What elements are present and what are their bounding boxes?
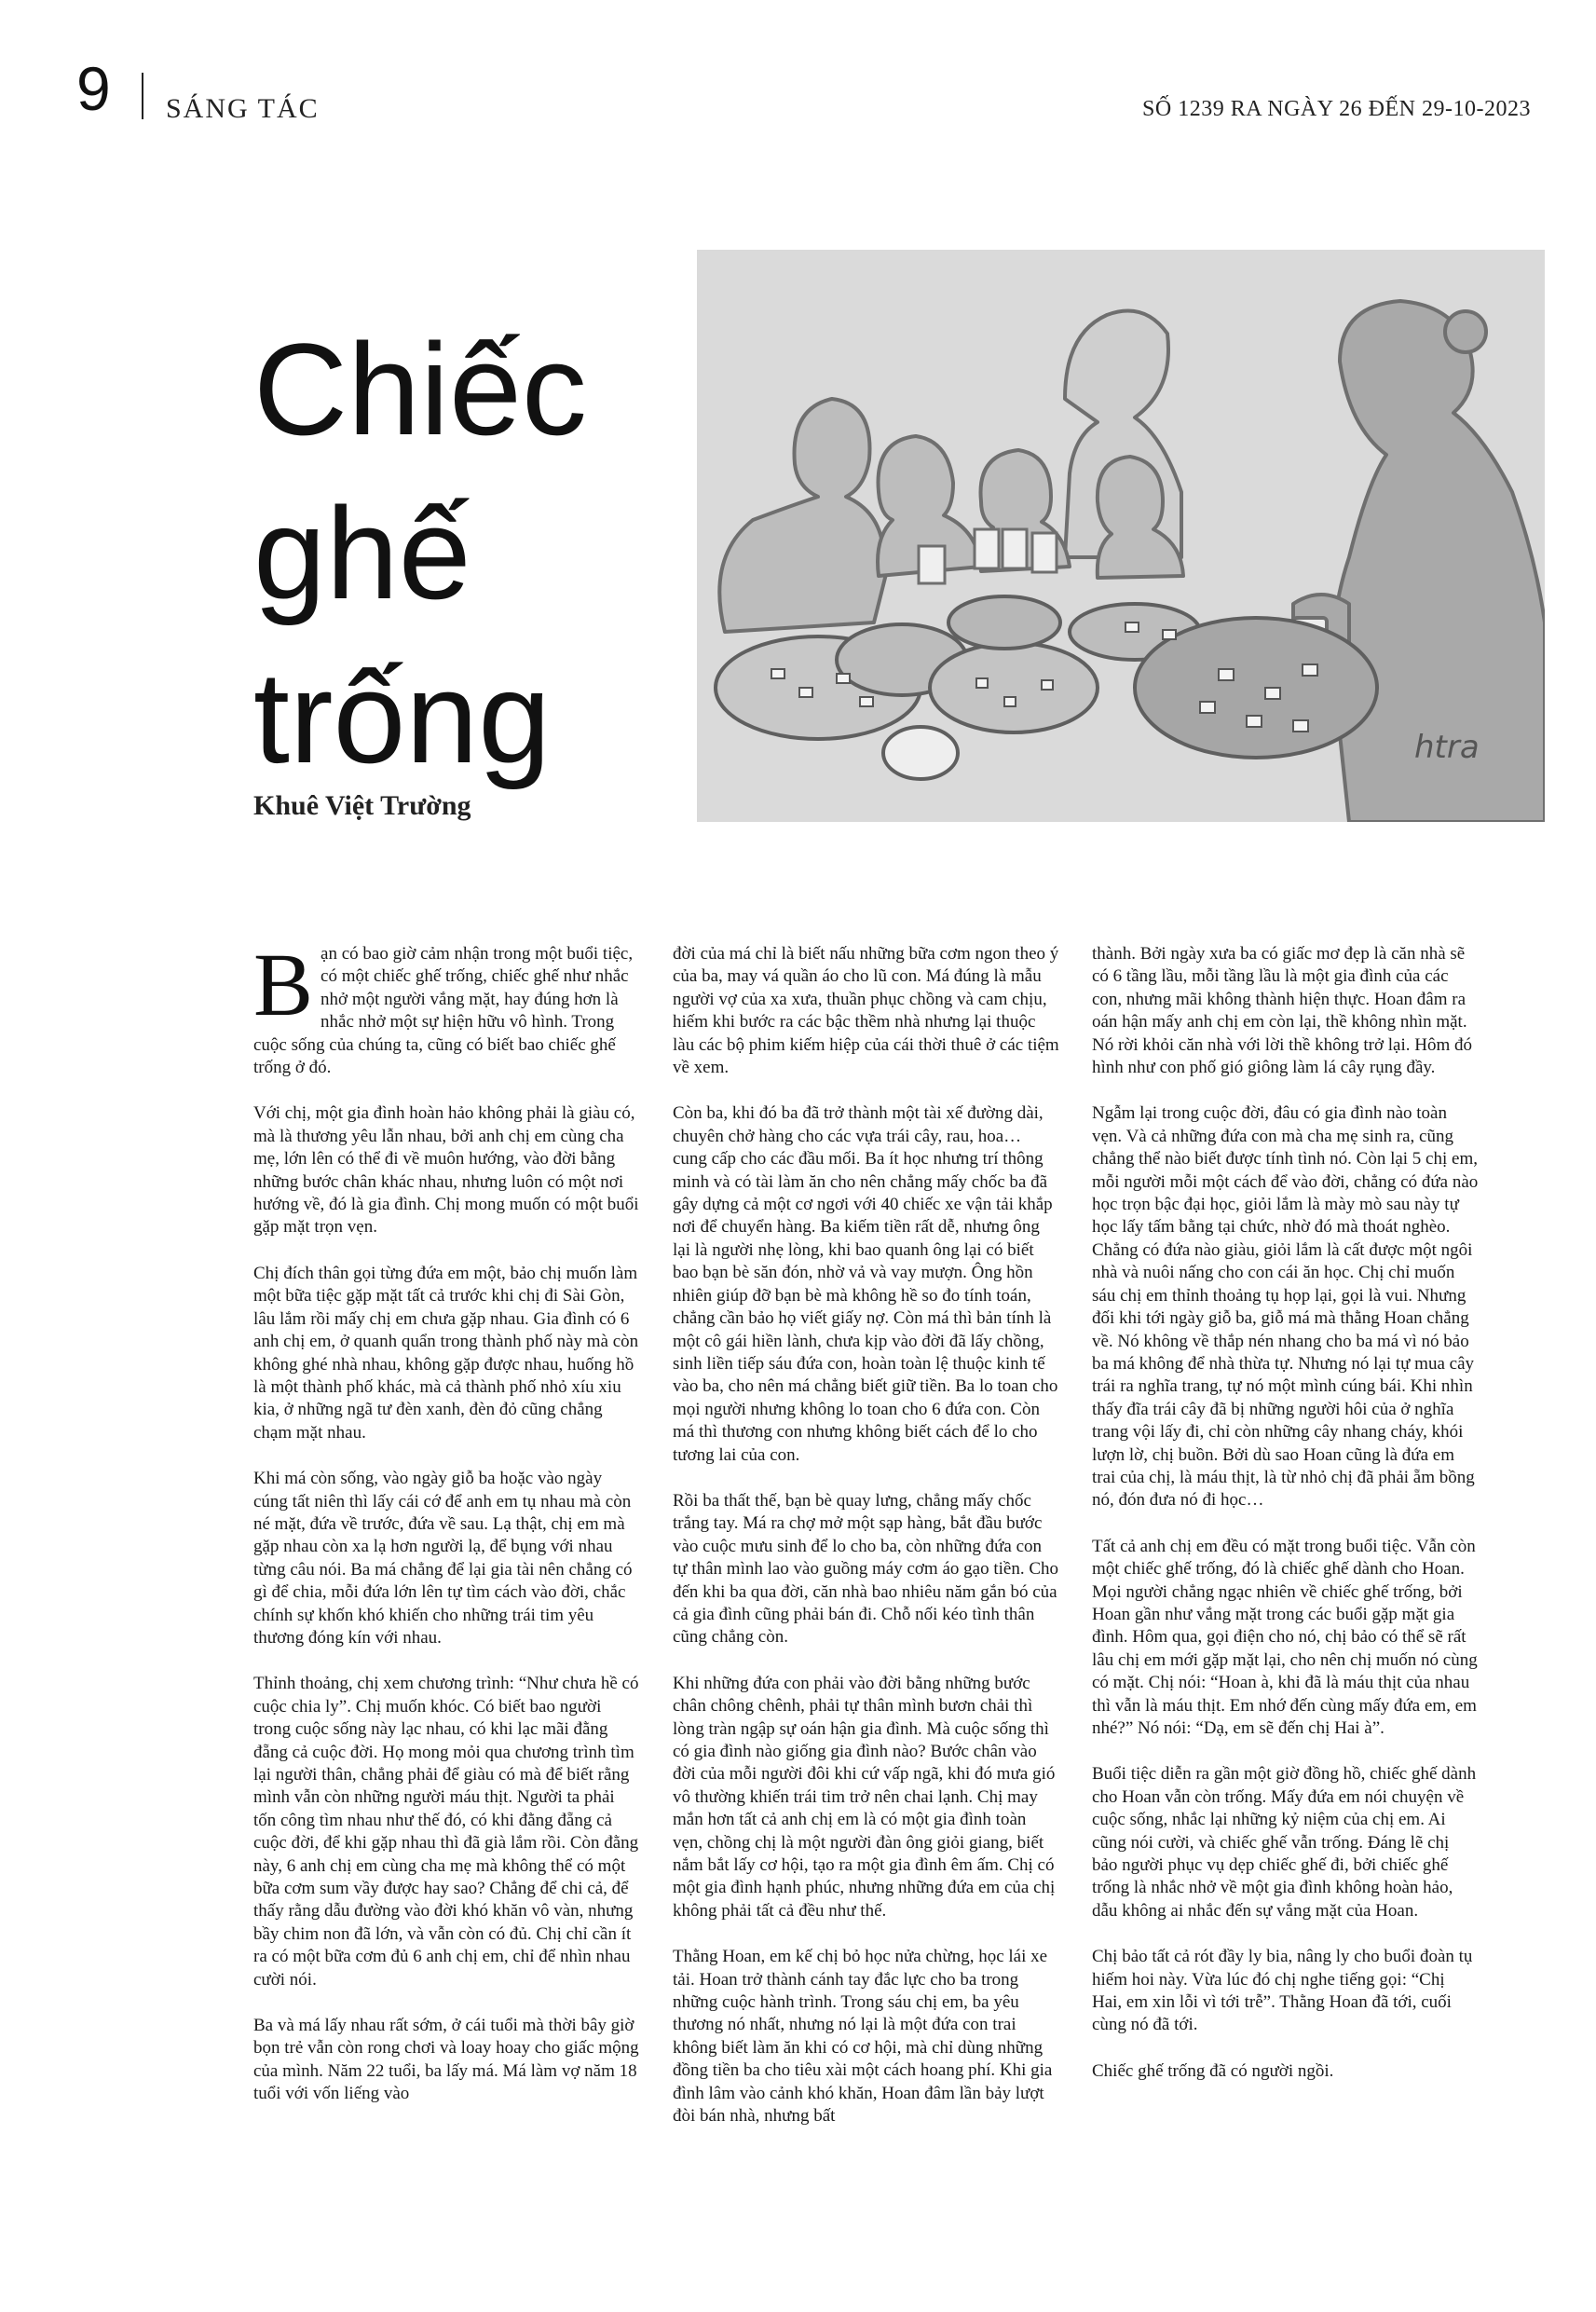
paragraph: Ba và má lấy nhau rất sớm, ở cái tuổi mà thời bây giờ bọn trẻ vẫn còn rong chơi và loay hoay cho giấc mộng của mình. Năm 22 tuổi, ba lấy má. Má làm vợ năm 18 tuổi với vốn liếng vào (253, 2016, 639, 2104)
article-column-1 (253, 935, 640, 2129)
paragraph: Với chị, một gia đình hoàn hảo không phải là giàu có, mà là thương yêu lẫn nhau, bởi anh chị em cùng cha mẹ, lớn lên có thể đi về muôn hướng, vào đời bằng những bước chân khác nhau, nhưng luôn có một nơi hướng về, đó là gia đình. Chị mong muốn có một buổi gặp mặt trọn vẹn. (253, 1103, 639, 1238)
title-line: ghế (253, 480, 471, 626)
title-line: Chiếc (253, 316, 587, 462)
article-title (253, 308, 691, 800)
paragraph (253, 935, 640, 1079)
paragraph-text: ạn có bao giờ cảm nhận trong một buổi tiệc, có một chiếc ghế trống, chiếc ghế như nhắc nhở một người vắng mặt, hay đúng hơn là nhắc nhở một sự hiện hữu vô hình. Trong cuộc sống của chúng ta, cũng có biết bao chiếc ghế trống ở đó. (253, 944, 634, 1078)
page-header (0, 0, 1596, 140)
drop-cap: B (253, 935, 314, 1034)
paragraph: Ngẫm lại trong cuộc đời, đâu có gia đình nào toàn vẹn. Và cả những đứa con mà cha mẹ sinh ra, cũng chẳng thể nào biết được tính tình nó. Còn lại 5 chị em, mỗi người mỗi một cách để vào đời, chẳng có đứa nào học trọn bậc đại học, giỏi lắm là mày mò sau này tự học lấy tấm bằng tại chức, nhờ đó mà thoát nghèo. Chẳng có đứa nào giàu, giỏi lắm là cất được một ngôi nhà và nuôi nấng cho con cái ăn học. Chị chỉ muốn sáu chị em thỉnh thoảng tụ họp lại, gọi là vui. Nhưng đối khi tới ngày giỗ ba, giỗ má mà thằng Hoan chẳng về. Nó không về thắp nén nhang cho ba má vì nó bảo ba má không để nhà thừa tự. Nhưng nó lại tự mua cây trái ra nghĩa trang, tự nó một mình cúng bái. Khi nhìn thấy đĩa trái cây đã bị những người hôi của ở nghĩa trang vội lấy đi, chỉ còn những cây nhang cháy, khói lượn lờ, chị buồn. Bởi dù sao Hoan cũng là đứa em trai của chị, là máu thịt, là từ nhỏ chị đã phải ẵm bồng nó, đón đưa nó đi học… (1092, 1103, 1479, 1511)
paragraph: Còn ba, khi đó ba đã trở thành một tài xế đường dài, chuyên chở hàng cho các vựa trái cây, rau, hoa… cung cấp cho các đầu mối. Ba ít học nhưng trí thông minh và có tài làm ăn cho nên chẳng mấy chốc ba đã gây dựng cả một cơ ngơi với 40 chiếc xe vận tải khắp nơi để chuyển hàng. Ba kiếm tiền rất dễ, nhưng ông lại là người nhẹ lòng, khi bao quanh ông lại có biết bao bạn bè săn đón, nhờ vả và vay mượn. Ông hồn nhiên giúp đỡ bạn bè mà không hề so đo tính toán, chẳng cần bảo họ viết giấy nợ. Còn má thì bản tính là một cô gái hiền lành, chưa kịp vào đời đã lấy chồng, sinh liền tiếp sáu đứa con, hoàn toàn lệ thuộc kinh tế vào ba, cho nên má chẳng biết giữ tiền. Ba lo toan cho mọi người nhưng không lo toan cho 6 đứa con. Còn má thì thương con nhưng không biết cách để lo cho tương lai của con. (673, 1103, 1058, 1465)
paragraph: thành. Bởi ngày xưa ba có giấc mơ đẹp là căn nhà sẽ có 6 tầng lầu, mỗi tầng lầu là một gia đình của các con, nhưng mãi không thành hiện thực. Hoan đâm ra oán hận mấy anh chị em còn lại, thề không nhìn mặt. Nó rời khỏi căn nhà với lời thề không trở lại. Hôm đó hình như con phố gió giông làm lá cây rụng đầy. (1092, 944, 1472, 1078)
paragraph: Khi những đứa con phải vào đời bằng những bước chân chông chênh, phải tự thân mình bươn chải thì lòng tràn ngập sự oán hận gia đình. Mà cuộc sống thì có gia đình nào giống gia đình nào? Bước chân vào đời của mỗi người đôi khi cứ vấp ngã, khi đó mưa gió vô thường khiến trái tim trở nên chai lạnh. Chị may mắn hơn tất cả anh chị em là có một gia đình toàn vẹn, chồng chị là một người đàn ông giỏi giang, biết nắm bắt lấy cơ hội, tạo ra một gia đình êm ấm. Chị có một gia đình hạnh phúc, nhưng những đứa em của chị không phải tất cả đều như thế. (673, 1673, 1056, 1921)
paragraph: Khi má còn sống, vào ngày giỗ ba hoặc vào ngày cúng tất niên thì lấy cái cớ để anh em tụ nhau mà còn né mặt, đứa về trước, đứa về sau. Lạ thật, chị em mà gặp nhau còn xa lạ hơn người lạ, để bụng với nhau từng câu nói. Ba má chẳng để lại gia tài nên chẳng có gì để chia, mỗi đứa lớn lên tự tìm cách vào đời, chắc chính sự khốn khó khiến cho những trái tim yêu thương đóng kín với nhau. (253, 1469, 633, 1648)
paragraph: Chị đích thân gọi từng đứa em một, bảo chị muốn làm một bữa tiệc gặp mặt tất cả trước khi chị đi Sài Gòn, lâu lắm rồi mấy chị em chưa gặp nhau. Gia đình có 6 anh chị em, ở quanh quẩn trong thành phố này mà còn không ghé nhà nhau, không gặp được nhau, huống hồ là một thành phố khác, mà cả thành phố nhỏ xíu xiu kia, ở những ngã tư đèn xanh, đèn đỏ cũng chẳng chạm mặt nhau. (253, 1263, 639, 1443)
paragraph: đời của má chỉ là biết nấu những bữa cơm ngon theo ý của ba, may vá quần áo cho lũ con. Má đúng là mẫu người vợ của xa xưa, thuần phục chồng và cam chịu, hiếm khi bước ra các bậc thềm nhà nhưng lại thuộc làu các bộ phim kiếm hiệp của cái thời thuê ở các tiệm về xem. (673, 944, 1059, 1078)
paragraph: Thỉnh thoảng, chị xem chương trình: “Như chưa hề có cuộc chia ly”. Chị muốn khóc. Có biết bao người trong cuộc sống này lạc nhau, có khi lạc mãi đằng đẵng cả cuộc đời. Họ mong mỏi qua chương trình tìm lại người thân, chẳng phải để giàu có mà để biết rằng mình vẫn còn những người máu thịt. Người ta phải tốn công tìm nhau như thế đó, có khi đằng đẵng cả cuộc đời, để khi gặp nhau thì đã già lắm rồi. Còn đằng này, 6 anh chị em cùng cha mẹ mà không thể có một bữa cơm sum vầy được hay sao? Chẳng để chi cả, để thấy rằng dẫu đường vào đời khó khăn vô vàn, nhưng bầy chim non đã lớn, và vẫn còn có đủ. Chị chỉ cần ít ra có một bữa cơm đủ 6 anh chị em, chỉ để nhìn nhau cười nói. (253, 1674, 639, 1990)
paragraph: Tất cả anh chị em đều có mặt trong buổi tiệc. Vẫn còn một chiếc ghế trống, đó là chiếc ghế dành cho Hoan. Mọi người chẳng ngạc nhiên về chiếc ghế trống, bởi Hoan gần như vắng mặt trong các buổi gặp mặt gia đình. Hôm qua, gọi điện cho nó, chị bảo có thể sẽ rất lâu chị em mới gặp mặt lại, cho nên chị muốn nó cùng có mặt. Chị nói: “Hoan à, khi đã là máu thịt của nhau thì vẫn là máu thịt. Em nhớ đến cùng mấy đứa em, em nhé?” Nó nói: “Dạ, em sẽ đến chị Hai à”. (1092, 1536, 1478, 1738)
header-divider (142, 73, 143, 119)
paragraph: Chiếc ghế trống đã có người ngồi. (1092, 2060, 1334, 2081)
paragraph: Thằng Hoan, em kế chị bỏ học nửa chừng, học lái xe tải. Hoan trở thành cánh tay đắc lực cho ba trong những cuộc hành trình. Trong sáu chị em, ba yêu thương nó nhất, nhưng nó lại là một đứa con trai không biết làm ăn khi có cơ hội, mà chỉ dùng những đồng tiền ba cho tiêu xài một cách hoang phí. Khi gia đình lâm vào cảnh khó khăn, Hoan đâm lần bảy lượt đòi bán nhà, nhưng bất (673, 1947, 1053, 2127)
paragraph: Buổi tiệc diễn ra gần một giờ đồng hồ, chiếc ghế dành cho Hoan vẫn còn trống. Mấy đứa em nói chuyện về cuộc sống, nhắc lại những kỷ niệm của chị em. Ai cũng nói cười, và chiếc ghế vẫn trống. Đáng lẽ chị bảo người phục vụ dẹp chiếc ghế đi, bởi chiếc ghế trống là nhắc nhở về một gia đình không hoàn hảo, dẫu không ai nhắc đến sự vắng mặt của Hoan. (1092, 1764, 1477, 1921)
title-line: trống (253, 644, 552, 790)
page-number: 9 (76, 54, 111, 123)
paragraph: Rồi ba thất thế, bạn bè quay lưng, chẳng mấy chốc trắng tay. Má ra chợ mở một sạp hàng, bắt đầu bước vào cuộc mưu sinh để lo cho ba, còn những đứa con tự thân mình lao vào guồng máy cơm áo gạo tiền. Cho đến khi ba qua đời, căn nhà bao nhiêu năm gắn bó của cả gia đình cũng phải bán đi. Chỗ nối kéo tình thân cũng chẳng còn. (673, 1490, 1058, 1648)
article-column-3 (1092, 943, 1479, 2106)
illustration (697, 250, 1545, 822)
section-title: SÁNG TÁC (166, 93, 320, 124)
article-column-2 (673, 943, 1059, 2152)
illustration-signature: htra (1414, 729, 1480, 766)
family-dinner-illustration (697, 250, 1545, 822)
paragraph: Chị bảo tất cả rót đầy ly bia, nâng ly cho buổi đoàn tụ hiếm hoi này. Vừa lúc đó chị nghe tiếng gọi: “Chị Hai, em xin lỗi vì tới trễ”. Thằng Hoan đã tới, cuối cùng nó đã tới. (1092, 1947, 1473, 2035)
author-name: Khuê Việt Trường (253, 790, 471, 821)
issue-info: SỐ 1239 RA NGÀY 26 ĐẾN 29-10-2023 (1142, 97, 1531, 121)
